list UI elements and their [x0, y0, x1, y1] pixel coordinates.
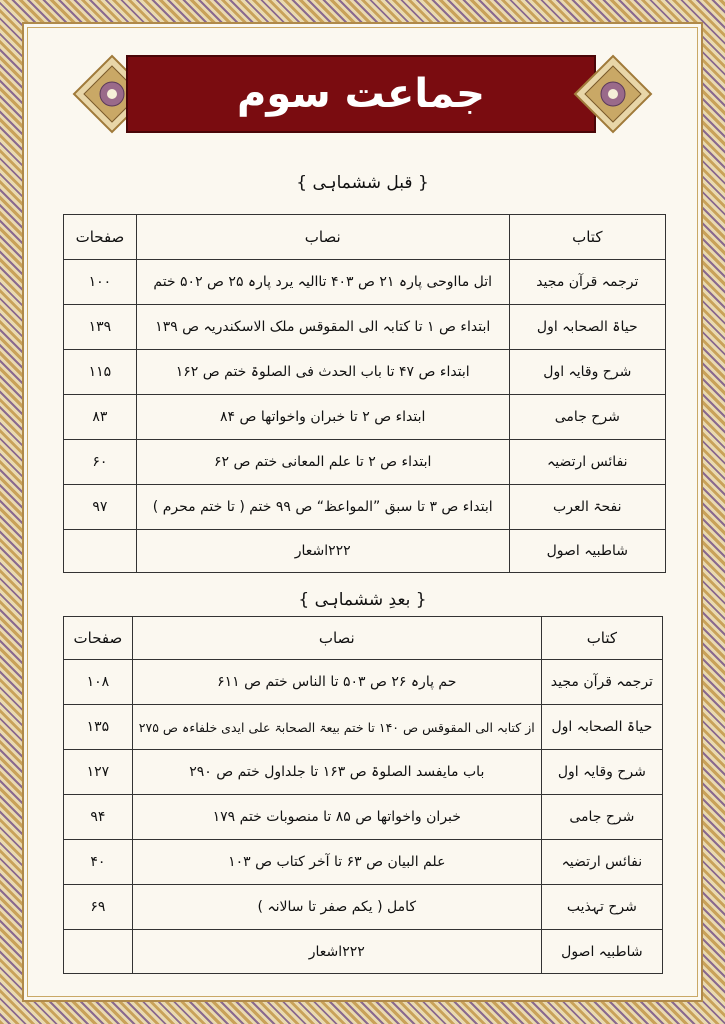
cell-syllabus: خبران واخواتھا ص ۸۵ تا منصوبات ختم ۱۷۹ [132, 795, 541, 840]
cell-pages: ۹۴ [64, 795, 133, 840]
cell-pages: ۸۳ [64, 395, 137, 440]
cell-book: شرح وقایہ اول [509, 350, 665, 395]
table-row [64, 885, 663, 930]
cell-book: نفائس ارتضیہ [541, 840, 662, 885]
header-syllabus: نصاب [136, 215, 509, 260]
page-title: جماعت سوم [237, 71, 485, 117]
arabesque-ornament-right-icon [571, 52, 655, 136]
cell-syllabus: ۲۲۲اشعار [136, 530, 509, 573]
cell-pages: ۶۰ [64, 440, 137, 485]
cell-pages: ۱۱۵ [64, 350, 137, 395]
cell-syllabus: ابتداء ص ۴۷ تا باب الحدث فی الصلوۃ ختم ص ۱۶۲ [136, 350, 509, 395]
table-row [64, 795, 663, 840]
table-row [64, 750, 663, 795]
cell-syllabus: باب مایفسد الصلوۃ ص ۱۶۳ تا جلداول ختم ص ۲۹۰ [132, 750, 541, 795]
heading-box [126, 55, 596, 133]
cell-book: شاطبیہ اصول [509, 530, 665, 573]
table-row [64, 395, 666, 440]
cell-syllabus: حم پارہ ۲۶ ص ۵۰۳ تا الناس ختم ص ۶۱۱ [132, 660, 541, 705]
syllabus-table-before [63, 214, 666, 573]
cell-syllabus: علم البیان ص ۶۳ تا آخر کتاب ص ۱۰۳ [132, 840, 541, 885]
table-row [64, 485, 666, 530]
cell-syllabus: ابتداء ص ۱ تا کتابہ الی المقوقس ملک الاسکندریہ ص ۱۳۹ [136, 305, 509, 350]
header-book: کتاب [541, 617, 662, 660]
cell-book: حیاۃ الصحابہ اول [541, 705, 662, 750]
cell-pages: ۱۳۹ [64, 305, 137, 350]
cell-syllabus: کامل ( یکم صفر تا سالانہ ) [132, 885, 541, 930]
cell-pages: ۱۰۸ [64, 660, 133, 705]
cell-pages: ۶۹ [64, 885, 133, 930]
table-row [64, 350, 666, 395]
table-header-row [64, 617, 663, 660]
table-row [64, 530, 666, 573]
cell-book: نفائس ارتضیہ [509, 440, 665, 485]
cell-book: ترجمہ قرآن مجید [509, 260, 665, 305]
section-title-after: { بعدِ ششماہی } [298, 590, 427, 610]
cell-syllabus: ابتداء ص ۳ تا سبق ”المواعظ“ ص ۹۹ ختم ( تا ختم محرم ) [136, 485, 509, 530]
table-header-row [64, 215, 666, 260]
header-pages: صفحات [64, 215, 137, 260]
cell-book: شرح تہذیب [541, 885, 662, 930]
cell-pages: ۴۰ [64, 840, 133, 885]
cell-pages: ۹۷ [64, 485, 137, 530]
table-row [64, 440, 666, 485]
cell-syllabus: ۲۲۲اشعار [132, 930, 541, 974]
table-row [64, 305, 666, 350]
cell-book: حیاۃ الصحابہ اول [509, 305, 665, 350]
cell-book: شاطبیہ اصول [541, 930, 662, 974]
table-row [64, 930, 663, 974]
title-banner [76, 52, 649, 136]
cell-pages: ۱۲۷ [64, 750, 133, 795]
header-syllabus: نصاب [132, 617, 541, 660]
cell-syllabus: ابتداء ص ۲ تا علم المعانی ختم ص ۶۲ [136, 440, 509, 485]
cell-book: شرح جامی [509, 395, 665, 440]
syllabus-table-after [63, 616, 663, 974]
cell-book: شرح جامی [541, 795, 662, 840]
cell-book: ترجمہ قرآن مجید [541, 660, 662, 705]
cell-pages: ۱۳۵ [64, 705, 133, 750]
cell-syllabus: ابتداء ص ۲ تا خبران واخواتھا ص ۸۴ [136, 395, 509, 440]
cell-pages: ۱۰۰ [64, 260, 137, 305]
table-row [64, 705, 663, 750]
cell-pages [64, 930, 133, 974]
header-pages: صفحات [64, 617, 133, 660]
cell-syllabus: اتل مااوحی پارہ ۲۱ ص ۴۰۳ تاالیہ یرد پارہ ۲۵ ص ۵۰۲ ختم [136, 260, 509, 305]
cell-book: شرح وقایہ اول [541, 750, 662, 795]
table-row [64, 260, 666, 305]
table-row [64, 840, 663, 885]
table-row [64, 660, 663, 705]
cell-syllabus: از کتابہ الی المقوقس ص ۱۴۰ تا ختم بیعۃ الصحابۃ علی ایدی خلفاءہ ص ۲۷۵ [132, 705, 541, 750]
cell-pages [64, 530, 137, 573]
header-book: کتاب [509, 215, 665, 260]
cell-book: نفحۃ العرب [509, 485, 665, 530]
section-title-before: { قبل ششماہی } [296, 173, 429, 193]
